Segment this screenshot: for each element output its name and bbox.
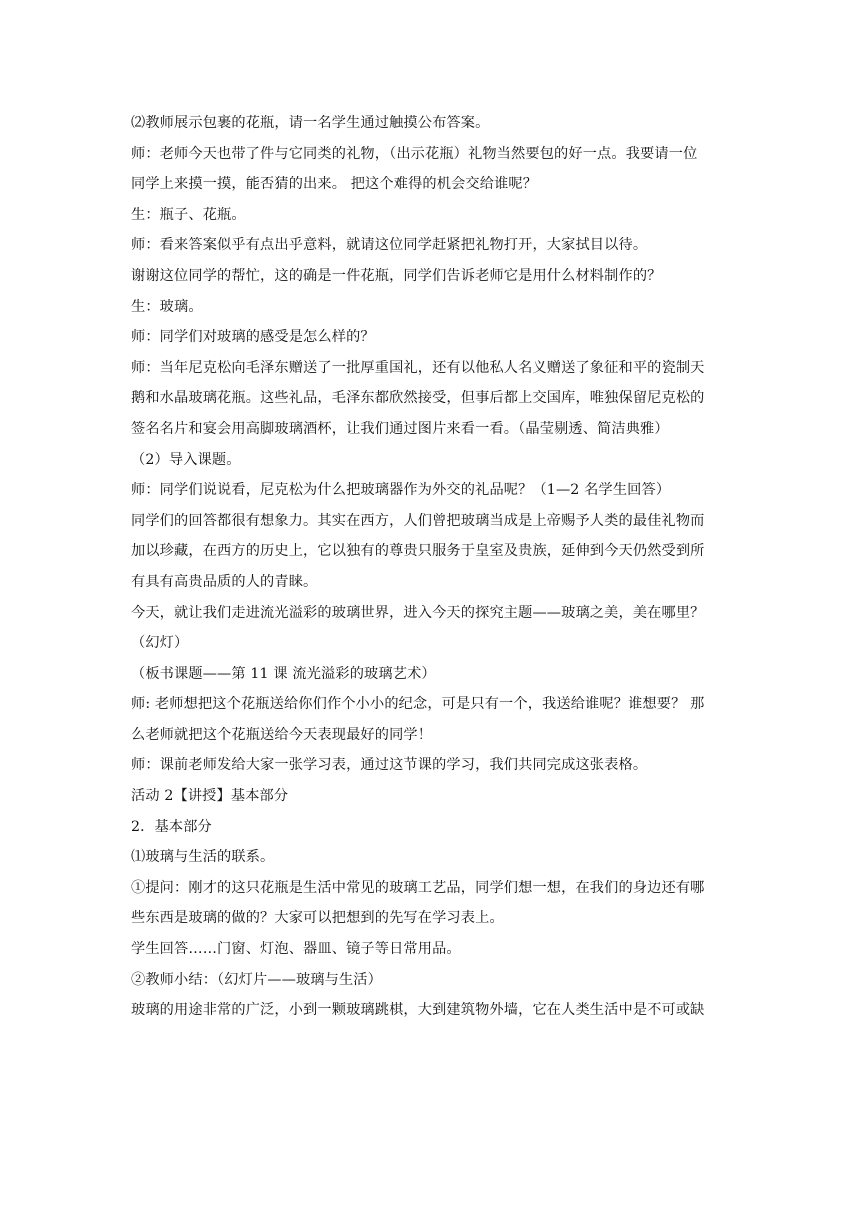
paragraph bbox=[131, 353, 735, 445]
paragraph bbox=[131, 812, 735, 843]
text-line: 生：瓶子、花瓶。 bbox=[131, 206, 246, 223]
text-line: 师：同学们说说看，尼克松为什么把玻璃器作为外交的礼品呢？（1—2 名学生回答） bbox=[131, 482, 671, 499]
paragraph bbox=[131, 506, 735, 598]
text-line: 么老师就把这个花瓶送给今天表现最好的同学！ bbox=[131, 726, 433, 743]
text-line: 2．基本部分 bbox=[131, 818, 212, 835]
paragraph bbox=[131, 965, 735, 996]
text-line: 有具有高贵品质的人的青睐。 bbox=[131, 573, 318, 590]
paragraph bbox=[131, 873, 735, 934]
paragraph bbox=[131, 108, 735, 139]
paragraph bbox=[131, 781, 735, 812]
paragraph bbox=[131, 689, 735, 750]
text-line: 同学上来摸一摸，能否猜的出来。 把这个难得的机会交给谁呢？ bbox=[131, 176, 538, 193]
text-line: 玻璃的用途非常的广泛，小到一颗玻璃跳棋，大到建筑物外墙，它在人类生活中是不可或缺 bbox=[131, 1002, 705, 1019]
paragraph bbox=[131, 292, 735, 323]
paragraph bbox=[131, 995, 735, 1026]
paragraph bbox=[131, 750, 735, 781]
paragraph bbox=[131, 842, 735, 873]
text-line: 同学们的回答都很有想象力。其实在西方，人们曾把玻璃当成是上帝赐予人类的最佳礼物而 bbox=[131, 512, 705, 529]
text-line: 学生回答……门窗、灯泡、器皿、镜子等日常用品。 bbox=[131, 941, 461, 958]
text-line: ⑵教师展示包裹的花瓶，请一名学生通过触摸公布答案。 bbox=[131, 115, 490, 131]
text-line: 师：当年尼克松向毛泽东赠送了一批厚重国礼，还有以他私人名义赠送了象征和平的瓷制天 bbox=[131, 359, 705, 376]
text-line: 活动 2【讲授】基本部分 bbox=[131, 788, 289, 805]
text-line: （2）导入课题。 bbox=[131, 451, 241, 468]
text-line: ②教师小结：（幻灯片——玻璃与生活） bbox=[131, 971, 382, 988]
paragraph bbox=[131, 598, 735, 659]
text-line: ⑴玻璃与生活的联系。 bbox=[131, 849, 275, 866]
paragraph bbox=[131, 445, 735, 476]
paragraph bbox=[131, 261, 735, 292]
text-line: 师：看来答案似乎有点出乎意料，就请这位同学赶紧把礼物打开，大家拭目以待。 bbox=[131, 237, 648, 254]
text-line: 生：玻璃。 bbox=[131, 298, 203, 315]
text-line: 师: 老师想把这个花瓶送给你们作个小小的纪念，可是只有一个，我送给谁呢？谁想要？ 那 bbox=[131, 696, 705, 713]
text-line: ①提问：刚才的这只花瓶是生活中常见的玻璃工艺品，同学们想一想，在我们的身边还有哪 bbox=[131, 879, 705, 896]
text-line: 今天，就让我们走进流光溢彩的玻璃世界，进入今天的探究主题——玻璃之美，美在哪里？ bbox=[131, 604, 705, 621]
text-line: 加以珍藏，在西方的历史上，它以独有的尊贵只服务于皇室及贵族，延伸到今天仍然受到所 bbox=[131, 543, 705, 560]
text-line: 些东西是玻璃的做的？大家可以把想到的先写在学习表上。 bbox=[131, 910, 504, 927]
text-line: （板书课题——第 11 课 流光溢彩的玻璃艺术） bbox=[131, 665, 436, 682]
document-body bbox=[131, 108, 735, 1026]
paragraph bbox=[131, 659, 735, 690]
paragraph bbox=[131, 230, 735, 261]
text-line: 签名名片和宴会用高脚玻璃酒杯，让我们通过图片来看一看。（晶莹剔透、简洁典雅） bbox=[131, 420, 669, 437]
paragraph bbox=[131, 934, 735, 965]
text-line: 谢谢这位同学的帮忙，这的确是一件花瓶，同学们告诉老师它是用什么材料制作的？ bbox=[131, 267, 662, 284]
text-line: 鹅和水晶玻璃花瓶。这些礼品，毛泽东都欣然接受，但事后都上交国库，唯独保留尼克松的 bbox=[131, 390, 705, 407]
paragraph bbox=[131, 200, 735, 231]
paragraph bbox=[131, 139, 735, 200]
text-line: 师：同学们对玻璃的感受是怎么样的？ bbox=[131, 329, 375, 346]
paragraph bbox=[131, 475, 735, 506]
text-line: （幻灯） bbox=[131, 635, 189, 652]
text-line: 师：课前老师发给大家一张学习表，通过这节课的学习，我们共同完成这张表格。 bbox=[131, 757, 648, 774]
text-line: 师：老师今天也带了件与它同类的礼物，（出示花瓶）礼物当然要包的好一点。我要请一位 bbox=[131, 145, 698, 162]
paragraph bbox=[131, 322, 735, 353]
